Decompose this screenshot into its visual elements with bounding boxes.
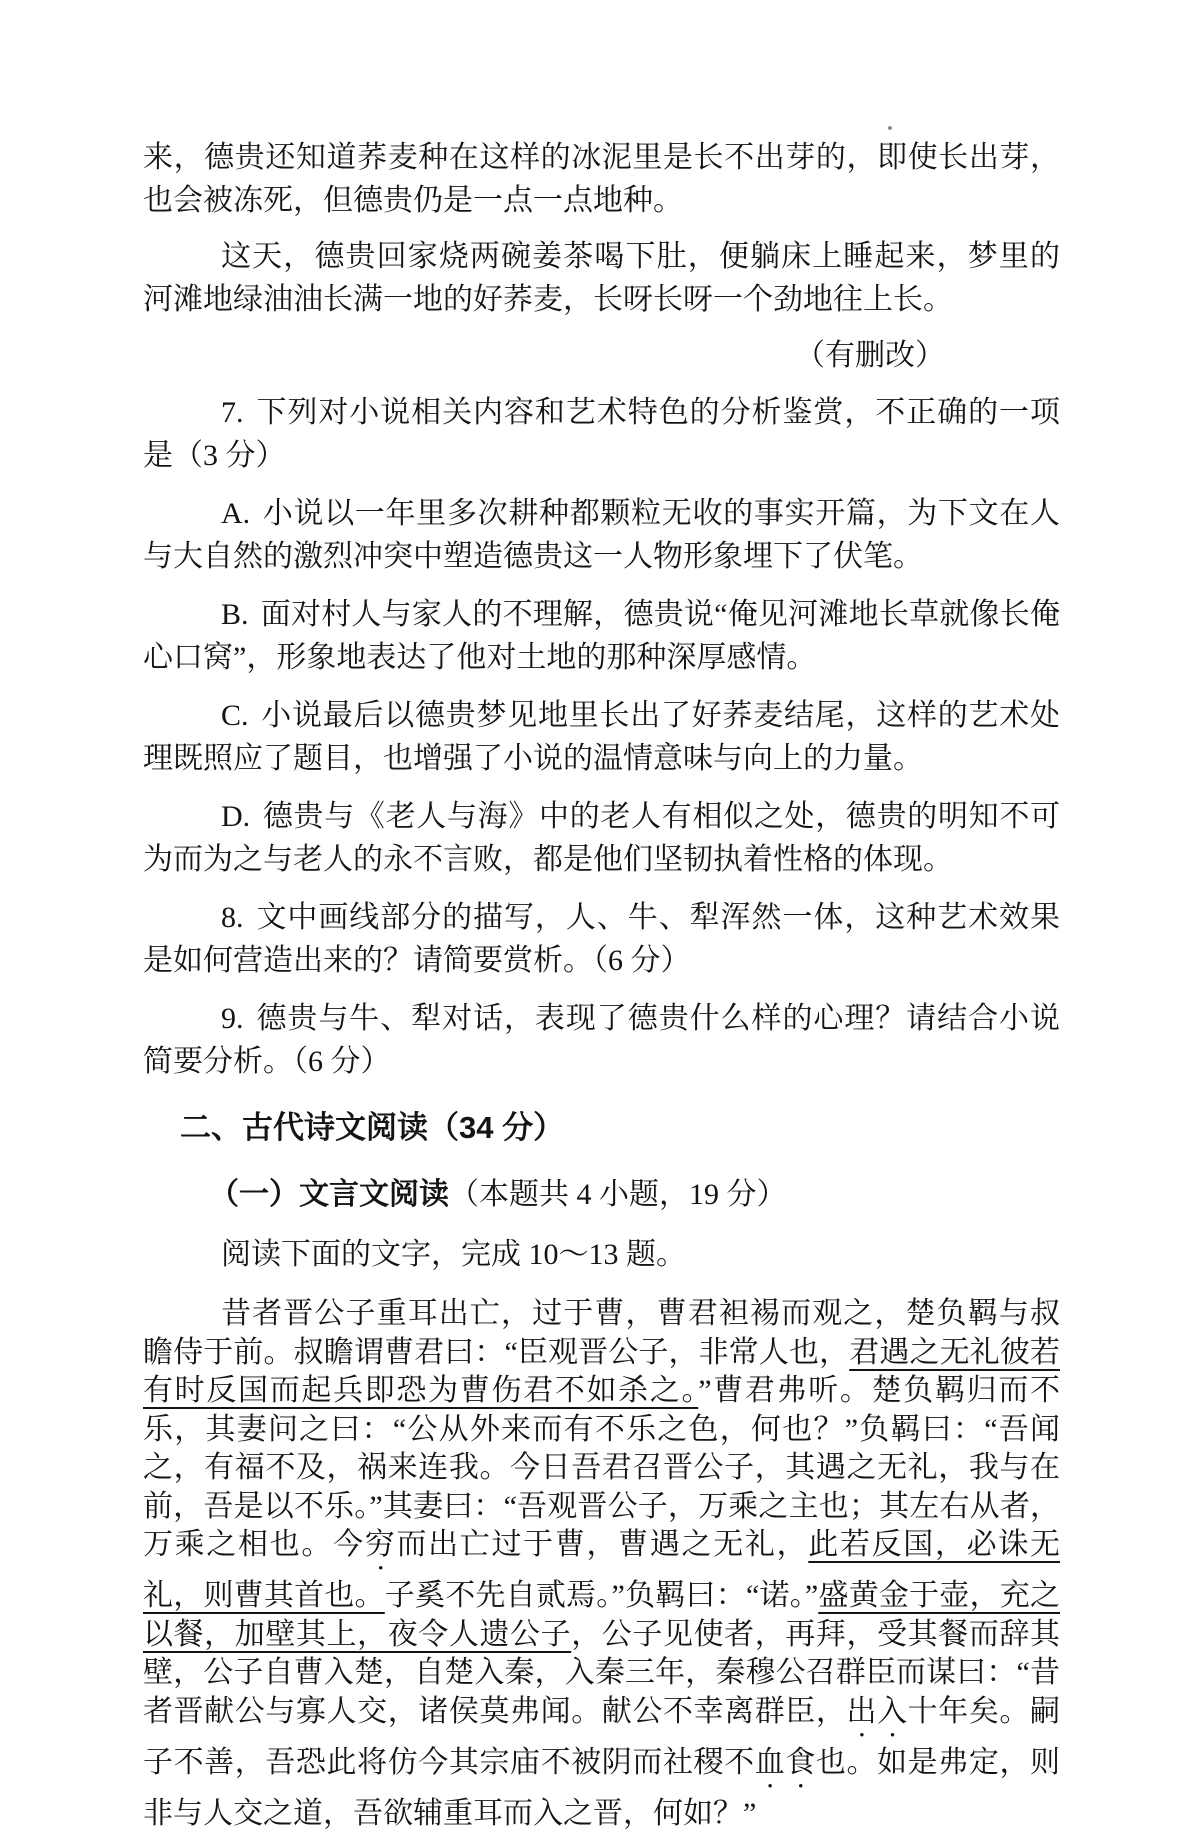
passage-segment: 子奚不先自贰焉。”负羁曰：“诺。” [384, 1579, 819, 1612]
question-7-number: 7. [221, 396, 244, 429]
passage-segment: ”曹君弗听。楚负羁归而不乐，其妻问之曰：“公从外来而有不乐之色，何也？”负羁曰：“吾闻之，有福不及，祸来连我。今日吾君召晋公子，其遇之无礼，我与在前，吾是以不乐。”其妻曰：“吾观晋公子，万乘之主也；其左右从者，万乘之相也。今 [143, 1374, 1060, 1561]
question-7-option-d [143, 795, 1060, 881]
passage-segment: ，公子见使者，再拜，受其餐而辞其壁，公子自曹入楚，自楚入秦，入秦三年，秦穆公召群臣而谋曰：“昔者晋献公与寡人交，诸侯莫弗闻。献公不幸离群臣， [143, 1617, 1061, 1728]
question-7 [143, 391, 1060, 477]
passage-segment: 也。如是弗定，则非与人交之道，吾欲辅重耳而入之晋，何如？” [143, 1745, 1061, 1830]
ink-speck [888, 126, 892, 130]
dot-emphasized-text: 出入 [846, 1694, 908, 1728]
option-b-text: 面对村人与家人的不理解，德贵说“俺见河滩地长草就像长俺心口窝”，形象地表达了他对土地的那种深厚感情。 [143, 598, 1060, 674]
question-9 [143, 997, 1060, 1083]
question-7-option-c [143, 694, 1060, 780]
dot-emphasized-text: 血食 [754, 1745, 816, 1779]
underlined-passage-text: 君遇之无礼彼若有时反国而起兵即恐为曹伤君不如杀之。 [143, 1335, 1060, 1407]
option-a-label: A. [221, 497, 251, 530]
story-paragraph-continuation: 来，德贵还知道荞麦种在这样的冰泥里是长不出芽的，即使长出芽，也会被冻死，但德贵仍是一点一点地种。 [143, 141, 1060, 217]
option-c-text: 小说最后以德贵梦见地里长出了好荞麦结尾，这样的艺术处理既照应了题目，也增强了小说的温情意味与向上的力量。 [143, 699, 1060, 775]
question-7-text: 下列对小说相关内容和艺术特色的分析鉴赏，不正确的一项是（3 分） [143, 396, 1060, 472]
question-9-text: 德贵与牛、犁对话，表现了德贵什么样的心理？请结合小说简要分析。（6 分） [143, 1002, 1060, 1078]
question-7-option-b [143, 593, 1060, 679]
question-7-option-a [143, 492, 1060, 578]
option-d-label: D. [221, 800, 251, 833]
question-8-number: 8. [221, 901, 244, 934]
option-d-text: 德贵与《老人与海》中的老人有相似之处，德贵的明知不可为而为之与老人的永不言败，都是他们坚韧执着性格的体现。 [143, 800, 1060, 876]
underlined-passage-text: 此若反国，必诛无礼，则曹其首也。 [143, 1528, 1061, 1612]
question-9-number: 9. [221, 1002, 244, 1035]
edit-note: （有删改） [795, 339, 945, 372]
option-c-label: C. [221, 699, 249, 732]
subsection-1-meta: （本题共 4 小题，19 分） [449, 1178, 787, 1211]
subsection-1-heading [143, 1173, 1060, 1216]
passage-segment: 十年矣。嗣子不善，吾恐此将仿今其宗庙不被阴而社稷不 [143, 1694, 1061, 1779]
dot-emphasized-text: 穷 [364, 1528, 397, 1561]
passage-text [143, 1295, 1060, 1833]
underlined-passage-text: 盛黄金于壶，充之以餐，加壁其上，夜令人遗公子 [143, 1579, 1061, 1651]
section-2-heading: 二、古代诗文阅读（34 分） [180, 1110, 565, 1145]
story-paragraph: 这天，德贵回家烧两碗姜茶喝下肚，便躺床上睡起来，梦里的河滩地绿油油长满一地的好荞麦，长呀长呀一个劲地往上长。 [143, 240, 1060, 316]
reading-instruction: 阅读下面的文字，完成 10～13 题。 [221, 1238, 686, 1271]
passage-segment: 昔者晋公子重耳出亡，过于曹，曹君袒裼而观之，楚负羁与叔瞻侍于前。叔瞻谓曹君曰：“臣观晋公子，非常人也， [143, 1297, 1060, 1369]
option-b-label: B. [221, 598, 249, 631]
passage-segment: 而出亡过于曹，曹遇之无礼， [396, 1528, 809, 1561]
subsection-1-title: （一）文言文阅读 [209, 1178, 449, 1211]
question-8-text: 文中画线部分的描写，人、牛、犁浑然一体，这种艺术效果是如何营造出来的？请简要赏析。（6 分） [143, 901, 1060, 977]
option-a-text: 小说以一年里多次耕种都颗粒无收的事实开篇，为下文在人与大自然的激烈冲突中塑造德贵这一人物形象埋下了伏笔。 [143, 497, 1060, 573]
question-8 [143, 896, 1060, 982]
